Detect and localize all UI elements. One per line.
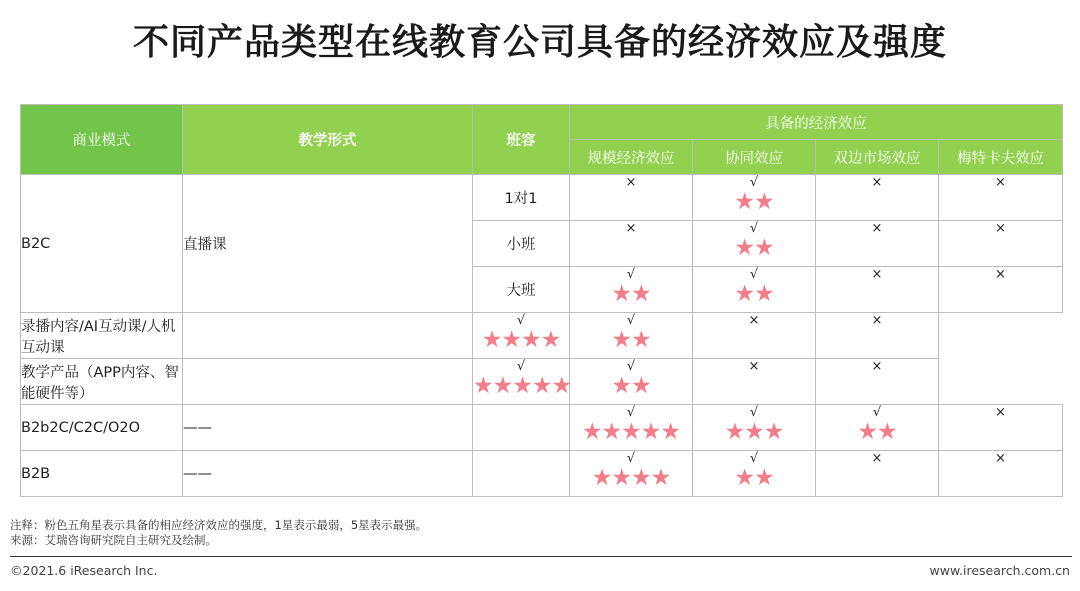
teaching-form-cell: 教学产品（APP内容、智能硬件等） <box>21 359 183 405</box>
metcalfe-cell <box>939 405 1063 451</box>
class-size-cell <box>473 451 570 497</box>
teaching-form-cell: 录播内容/AI互动课/人机互动课 <box>21 313 183 359</box>
synergy-cell <box>693 267 816 313</box>
effect-mark: × <box>871 221 883 236</box>
business-model-cell: B2B <box>21 451 183 497</box>
two-sided-cell <box>816 451 939 497</box>
effect-mark: √ <box>626 267 636 282</box>
website-url: www.iresearch.com.cn <box>929 563 1070 578</box>
effect-mark: √ <box>626 359 636 374</box>
metcalfe-cell <box>939 267 1063 313</box>
effect-mark: √ <box>626 313 636 328</box>
effect-mark: × <box>995 221 1006 236</box>
class-size-cell <box>183 359 473 405</box>
star-rating: ★★ <box>611 327 651 353</box>
economic-effects-table <box>20 104 1063 497</box>
effect-mark: × <box>871 313 883 328</box>
header-metcalfe-effect: 梅特卡夫效应 <box>939 140 1063 175</box>
star-rating: ★★★★ <box>481 327 561 353</box>
effect-mark: √ <box>872 405 882 420</box>
effect-mark: √ <box>749 405 759 420</box>
copyright: ©2021.6 iResearch Inc. <box>10 563 158 578</box>
scale-cell <box>473 359 570 405</box>
synergy-cell <box>693 405 816 451</box>
star-rating: ★★★★ <box>591 465 671 491</box>
effect-mark: √ <box>516 359 526 374</box>
scale-cell <box>570 221 693 267</box>
effect-mark: × <box>625 221 637 236</box>
two-sided-cell <box>816 405 939 451</box>
teaching-form-cell: —— <box>183 451 473 497</box>
metcalfe-cell <box>816 313 939 359</box>
teaching-form-cell: —— <box>183 405 473 451</box>
header-scale-effect: 规模经济效应 <box>570 140 693 175</box>
table-row <box>21 451 1063 497</box>
class-size-cell: 1对1 <box>473 175 570 221</box>
two-sided-cell <box>816 175 939 221</box>
effect-mark: √ <box>516 313 526 328</box>
teaching-form-cell: 直播课 <box>183 175 473 313</box>
effect-mark: × <box>748 313 760 328</box>
metcalfe-cell <box>939 221 1063 267</box>
synergy-cell <box>693 175 816 221</box>
effect-mark: × <box>995 405 1006 420</box>
star-rating: ★★ <box>734 235 774 261</box>
effect-mark: √ <box>749 451 759 466</box>
class-size-cell: 小班 <box>473 221 570 267</box>
star-rating: ★★ <box>611 373 651 399</box>
metcalfe-cell <box>939 175 1063 221</box>
class-size-cell <box>473 405 570 451</box>
header-effects-group: 具备的经济效应 <box>570 105 1063 140</box>
effect-mark: √ <box>749 221 759 236</box>
star-rating: ★★ <box>734 281 774 307</box>
footnote <box>10 518 427 548</box>
synergy-cell <box>570 359 693 405</box>
two-sided-cell <box>693 359 816 405</box>
scale-cell <box>570 405 693 451</box>
star-rating: ★★ <box>611 281 651 307</box>
star-rating: ★★ <box>857 419 897 445</box>
scale-cell <box>570 451 693 497</box>
synergy-cell <box>570 313 693 359</box>
business-model-cell: B2C <box>21 175 183 313</box>
star-rating: ★★★ <box>724 419 784 445</box>
table-row <box>21 175 1063 221</box>
effect-mark: × <box>995 175 1006 190</box>
effect-mark: √ <box>626 405 636 420</box>
footer-divider <box>10 556 1072 557</box>
class-size-cell <box>183 313 473 359</box>
effect-mark: × <box>748 359 760 374</box>
table-row <box>21 359 1063 405</box>
table-row <box>21 405 1063 451</box>
effect-mark: × <box>995 451 1006 466</box>
effect-mark: × <box>871 267 883 282</box>
effect-mark: × <box>871 175 883 190</box>
two-sided-cell <box>816 221 939 267</box>
effect-mark: × <box>995 267 1006 282</box>
effect-mark: × <box>871 359 883 374</box>
star-rating: ★★★★★ <box>473 373 572 399</box>
star-rating: ★★ <box>734 189 774 215</box>
header-class-size: 班容 <box>473 105 570 175</box>
star-rating: ★★★★★ <box>581 419 681 445</box>
effect-mark: × <box>625 175 637 190</box>
effect-mark: √ <box>626 451 636 466</box>
metcalfe-cell <box>939 451 1063 497</box>
two-sided-cell <box>693 313 816 359</box>
scale-cell <box>570 267 693 313</box>
header-synergy-effect: 协同效应 <box>693 140 816 175</box>
synergy-cell <box>693 221 816 267</box>
header-two-sided-effect: 双边市场效应 <box>816 140 939 175</box>
effect-mark: √ <box>749 175 759 190</box>
two-sided-cell <box>816 267 939 313</box>
effect-mark: √ <box>749 267 759 282</box>
scale-cell <box>473 313 570 359</box>
table-row <box>21 313 1063 359</box>
source-line: 来源：艾瑞咨询研究院自主研究及绘制。 <box>10 533 217 547</box>
star-rating: ★★ <box>734 465 774 491</box>
effect-mark: × <box>871 451 883 466</box>
class-size-cell: 大班 <box>473 267 570 313</box>
metcalfe-cell <box>816 359 939 405</box>
header-business-model: 商业模式 <box>21 105 183 175</box>
page-title: 不同产品类型在线教育公司具备的经济效应及强度 <box>132 22 947 63</box>
scale-cell <box>570 175 693 221</box>
synergy-cell <box>693 451 816 497</box>
header-teaching-form: 教学形式 <box>183 105 473 175</box>
note-line: 注释：粉色五角星表示具备的相应经济效应的强度，1星表示最弱，5星表示最强。 <box>10 518 428 532</box>
business-model-cell: B2b2C/C2C/O2O <box>21 405 183 451</box>
